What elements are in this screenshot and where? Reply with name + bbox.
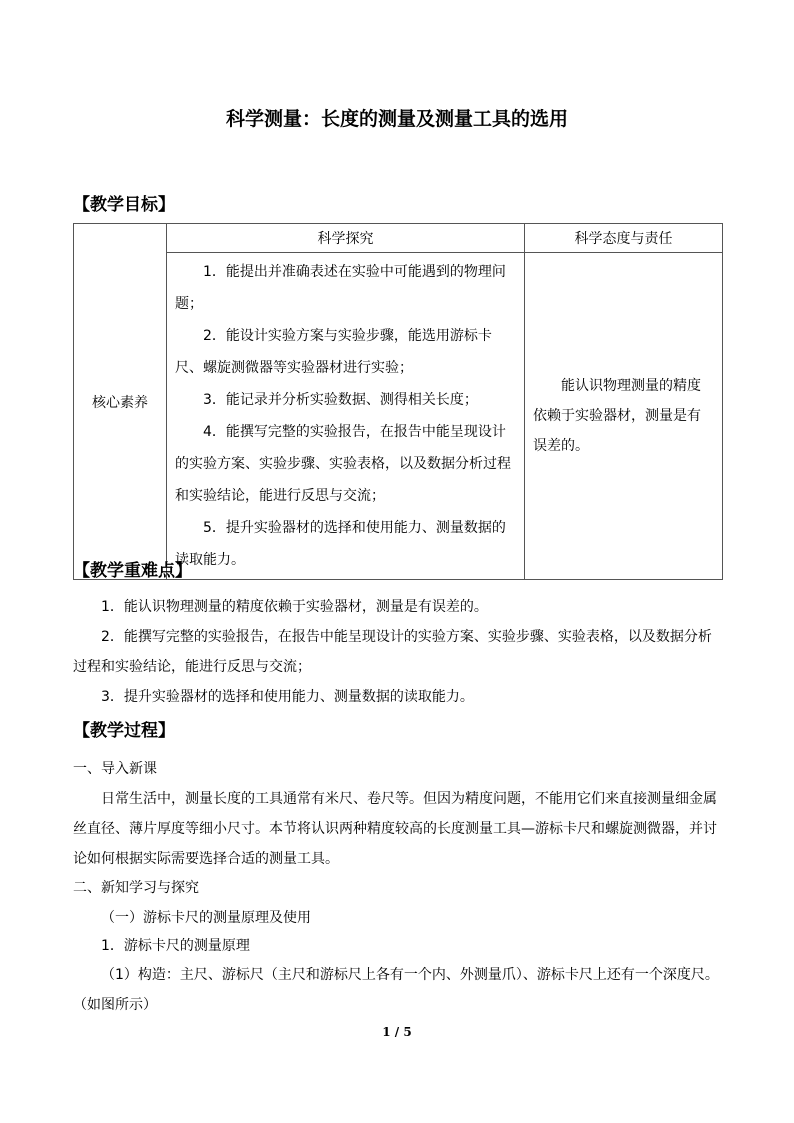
inquiry-column-header: 科学探究 bbox=[167, 224, 525, 253]
page-number: 1 / 5 bbox=[382, 1025, 412, 1039]
part1-text: 日常生活中，测量长度的工具通常有米尺、卷尺等。但因为精度问题，不能用它们来直接测量细金属丝直径、薄片厚度等细小尺寸。本节将认识两种精度较高的长度测量工具—游标卡尺和螺旋测微器，并讨论如何根据实际需要选择合适的测量工具。 bbox=[73, 791, 717, 867]
part2-title: 二、新知学习与探究 bbox=[73, 880, 199, 896]
key-point-item: 2．能撰写完整的实验报告，在报告中能呈现设计的实验方案、实验步骤、实验表格，以及数据分析过程和实验结论，能进行反思与交流； bbox=[73, 629, 712, 675]
process-heading: 【教学过程】 bbox=[73, 721, 175, 741]
inquiry-item: 3．能记录并分析实验数据、测得相关长度； bbox=[203, 392, 478, 408]
key-point-item: 3．提升实验器材的选择和使用能力、测量数据的读取能力。 bbox=[101, 689, 474, 705]
goals-table bbox=[73, 223, 723, 580]
attitude-column-header: 科学态度与责任 bbox=[525, 224, 723, 253]
sub1-title: （一）游标卡尺的测量原理及使用 bbox=[101, 910, 311, 926]
sub1-item1-text: （1）构造：主尺、游标尺（主尺和游标尺上各有一个内、外测量爪）、游标卡尺上还有一个深度尺。（如图所示） bbox=[73, 967, 719, 1013]
part1-title: 一、导入新课 bbox=[73, 761, 157, 777]
inquiry-item: 2．能设计实验方案与实验步骤，能选用游标卡尺、螺旋测微器等实验器材进行实验； bbox=[175, 328, 492, 376]
inquiry-item: 4．能撰写完整的实验报告，在报告中能呈现设计的实验方案、实验步骤、实验表格，以及数据分析过程和实验结论，能进行反思与交流； bbox=[175, 424, 511, 504]
attitude-cell bbox=[525, 253, 723, 580]
key-points-heading: 【教学重难点】 bbox=[73, 561, 192, 581]
document-title: 科学测量：长度的测量及测量工具的选用 bbox=[225, 108, 568, 130]
goals-heading: 【教学目标】 bbox=[73, 195, 175, 215]
inquiry-cell bbox=[167, 253, 525, 580]
sub1-item1: 1．游标卡尺的测量原理 bbox=[101, 938, 250, 954]
core-literacy-label: 核心素养 bbox=[74, 224, 167, 580]
key-point-item: 1．能认识物理测量的精度依赖于实验器材，测量是有误差的。 bbox=[101, 599, 488, 615]
attitude-text: 能认识物理测量的精度依赖于实验器材，测量是有误差的。 bbox=[533, 378, 701, 454]
inquiry-item: 1．能提出并准确表述在实验中可能遇到的物理问题； bbox=[175, 264, 506, 312]
inquiry-item: 5．提升实验器材的选择和使用能力、测量数据的读取能力。 bbox=[175, 520, 506, 568]
